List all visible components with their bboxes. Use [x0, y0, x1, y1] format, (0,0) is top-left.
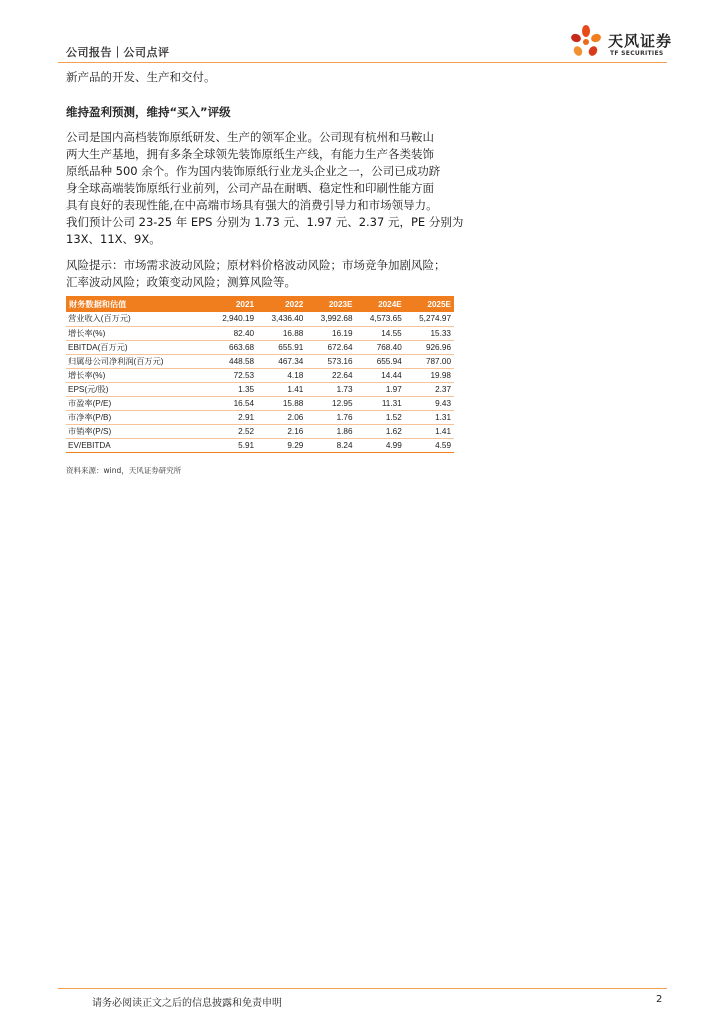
table-cell: 19.98: [405, 368, 454, 382]
table-cell: 市净率(P/B): [66, 410, 208, 424]
header-divider: [58, 62, 667, 63]
table-cell: 2.16: [257, 424, 306, 438]
table-cell: 14.44: [356, 368, 405, 382]
table-cell: 16.19: [306, 326, 355, 340]
paragraph-line: 13X、11X、9X。: [66, 232, 161, 246]
table-cell: 672.64: [306, 340, 355, 354]
table-cell: 2.91: [208, 410, 257, 424]
table-cell: 1.31: [405, 410, 454, 424]
page-number: 2: [656, 994, 663, 1005]
table-cell: EPS(元/股): [66, 382, 208, 396]
table-cell: 5.91: [208, 438, 257, 452]
table-cell: 1.62: [356, 424, 405, 438]
table-header-row: [66, 296, 454, 312]
table-cell: 448.58: [208, 354, 257, 368]
table-cell: 573.16: [306, 354, 355, 368]
table-cell: 营业收入(百万元): [66, 312, 208, 326]
table-cell: 1.97: [356, 382, 405, 396]
table-cell: 1.41: [257, 382, 306, 396]
table-cell: 归属母公司净利润(百万元): [66, 354, 208, 368]
table-row: [66, 424, 454, 438]
flower-logo-icon: [566, 22, 606, 62]
table-source-note: 资料来源：wind，天风证券研究所: [66, 466, 182, 475]
report-type-label: 公司报告｜公司点评: [66, 46, 170, 59]
paragraph-line: 风险提示：市场需求波动风险；原材料价格波动风险；市场竞争加剧风险；: [66, 258, 446, 272]
table-cell: 4,573.65: [356, 312, 405, 326]
table-cell: 2,940.19: [208, 312, 257, 326]
table-cell: 655.91: [257, 340, 306, 354]
paragraph-line: 具有良好的表现性能,在中高端市场具有强大的消费引导力和市场领导力。: [66, 198, 438, 212]
table-header-cell: 2022: [257, 296, 306, 312]
footer-disclaimer: 请务必阅读正文之后的信息披露和免责申明: [92, 998, 282, 1009]
table-cell: 4.18: [257, 368, 306, 382]
table-cell: 655.94: [356, 354, 405, 368]
paragraph-line: 公司是国内高档装饰原纸研发、生产的领军企业。公司现有杭州和马鞍山: [66, 130, 434, 144]
table-cell: 2.06: [257, 410, 306, 424]
table-row: [66, 368, 454, 382]
table-cell: 市盈率(P/E): [66, 396, 208, 410]
logo-text: 天风证券: [608, 32, 673, 50]
table-cell: 5,274.97: [405, 312, 454, 326]
table-cell: 926.96: [405, 340, 454, 354]
intro-line: 新产品的开发、生产和交付。: [66, 70, 216, 84]
paragraph-line: 汇率波动风险；政策变动风险；测算风险等。: [66, 275, 296, 289]
logo-subtext: TF SECURITIES: [610, 50, 664, 57]
paragraph-line: 我们预计公司 23-25 年 EPS 分别为 1.73 元、1.97 元、2.37 元，PE 分别为: [66, 215, 464, 229]
table-cell: 2.52: [208, 424, 257, 438]
table-cell: 72.53: [208, 368, 257, 382]
table-cell: 467.34: [257, 354, 306, 368]
table-cell: 9.43: [405, 396, 454, 410]
table-row: [66, 382, 454, 396]
footer-divider: [58, 988, 667, 989]
table-cell: 增长率(%): [66, 368, 208, 382]
table-cell: 增长率(%): [66, 326, 208, 340]
table-cell: 11.31: [356, 396, 405, 410]
table-cell: EV/EBITDA: [66, 438, 208, 452]
table-row: [66, 410, 454, 424]
table-cell: 1.73: [306, 382, 355, 396]
financial-data-table: [66, 296, 454, 453]
table-cell: 663.68: [208, 340, 257, 354]
table-cell: 1.76: [306, 410, 355, 424]
table-row: [66, 340, 454, 354]
company-logo: [566, 22, 676, 62]
table-cell: EBITDA(百万元): [66, 340, 208, 354]
table-cell: 15.88: [257, 396, 306, 410]
table-cell: 4.59: [405, 438, 454, 452]
table-cell: 3,436.40: [257, 312, 306, 326]
table-cell: 16.88: [257, 326, 306, 340]
table-cell: 9.29: [257, 438, 306, 452]
paragraph-line: 身全球高端装饰原纸行业前列，公司产品在耐晒、稳定性和印刷性能方面: [66, 181, 434, 195]
table-row: [66, 312, 454, 326]
table-cell: 12.95: [306, 396, 355, 410]
table-cell: 15.33: [405, 326, 454, 340]
paragraph-line: 两大生产基地，拥有多条全球领先装饰原纸生产线，有能力生产各类装饰: [66, 147, 434, 161]
table-cell: 1.41: [405, 424, 454, 438]
table-cell: 市销率(P/S): [66, 424, 208, 438]
table-header-cell: 2023E: [306, 296, 355, 312]
table-cell: 82.40: [208, 326, 257, 340]
section-title: 维持盈利预测，维持“买入”评级: [66, 105, 231, 119]
company-overview-paragraph: [66, 129, 464, 248]
table-cell: 8.24: [306, 438, 355, 452]
paragraph-line: 原纸品种 500 余个。作为国内装饰原纸行业龙头企业之一，公司已成功跻: [66, 164, 441, 178]
table-cell: 2.37: [405, 382, 454, 396]
table-header-cell: 财务数据和估值: [66, 296, 208, 312]
table-row: [66, 326, 454, 340]
table-cell: 16.54: [208, 396, 257, 410]
table-row: [66, 396, 454, 410]
table-cell: 787.00: [405, 354, 454, 368]
table-row: [66, 354, 454, 368]
table-cell: 1.52: [356, 410, 405, 424]
table-header-cell: 2024E: [356, 296, 405, 312]
table-cell: 3,992.68: [306, 312, 355, 326]
table-row: [66, 438, 454, 452]
table-header-cell: 2025E: [405, 296, 454, 312]
table-cell: 1.35: [208, 382, 257, 396]
table-cell: 768.40: [356, 340, 405, 354]
table-cell: 4.99: [356, 438, 405, 452]
risk-warning-paragraph: [66, 257, 458, 291]
table-cell: 1.86: [306, 424, 355, 438]
table-header-cell: 2021: [208, 296, 257, 312]
table-cell: 22.64: [306, 368, 355, 382]
table-cell: 14.55: [356, 326, 405, 340]
